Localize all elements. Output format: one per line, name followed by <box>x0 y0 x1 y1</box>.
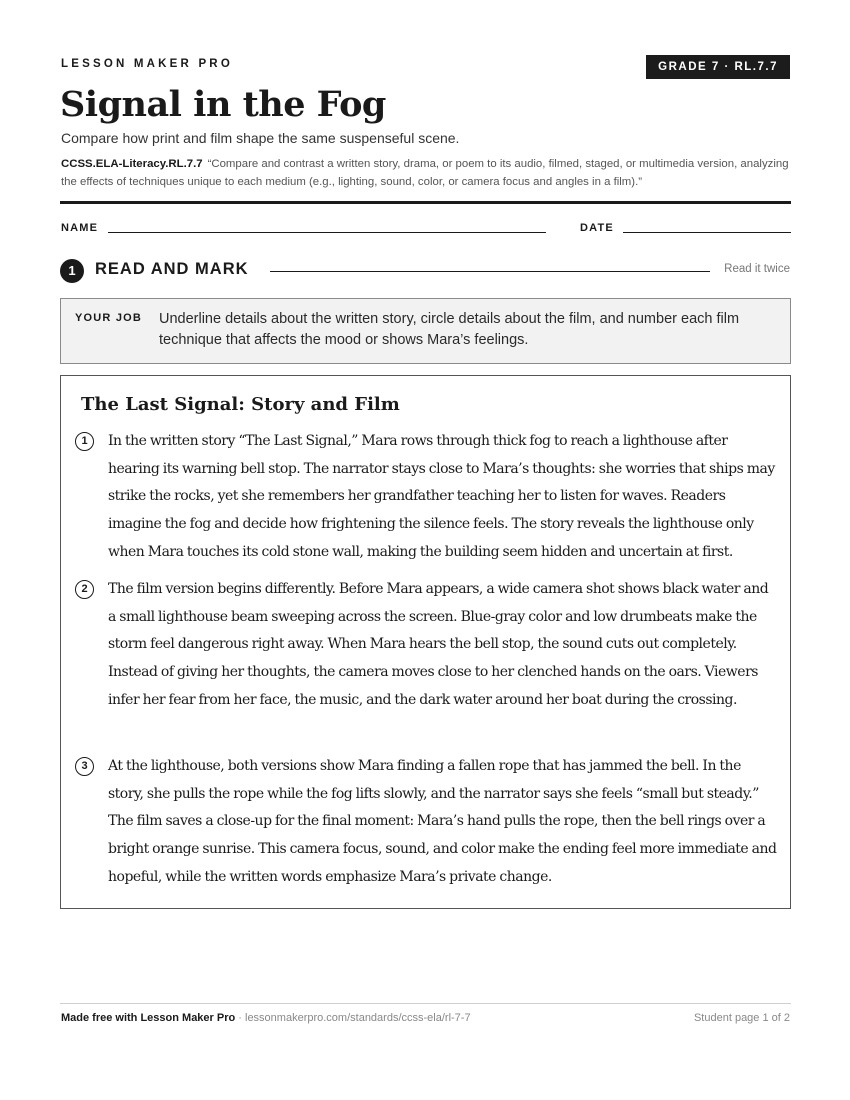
your-job-label: YOUR JOB <box>75 312 143 324</box>
section-title: READ AND MARK <box>95 260 249 278</box>
brand-name: LESSON MAKER PRO <box>61 58 233 70</box>
section-note: Read it twice <box>724 263 790 275</box>
standard-text: “Compare and contrast a written story, drama, or poem to its audio, filmed, staged, or multimedia version, analyzing the effects of techniques unique to each medium (e.g., lighting, sound, color, or camera focus and angles in a film).” <box>61 158 789 188</box>
paragraph-3[interactable]: At the lighthouse, both versions show Mara finding a fallen rope that has jammed the bell. In the story, she pulls the rope while the fog lifts slowly, and the narrator says she feels “small but steady.” The film saves a close-up for the final moment: Mara’s hand pulls the rope, then the bell rings over a bright orange sunrise. This camera focus, sound, and color make the ending feel more immediate and hopeful, while the written words emphasize Mara’s private change. <box>108 758 777 885</box>
passage-title: The Last Signal: Story and Film <box>81 394 400 415</box>
worksheet-title: Signal in the Fog <box>60 84 386 125</box>
passage-box <box>60 375 791 909</box>
footer-credit <box>61 1012 471 1024</box>
paragraph-number-1: 1 <box>75 432 94 451</box>
header-divider <box>60 201 791 204</box>
your-job-text: Underline details about the written story, circle details about the film, and number each film technique that affects the mood or shows Mara’s feelings. <box>159 311 740 348</box>
name-field[interactable] <box>108 232 546 233</box>
date-field[interactable] <box>623 232 791 233</box>
footer-divider <box>60 1003 791 1004</box>
standard-description <box>61 155 791 191</box>
footer-page-number: Student page 1 of 2 <box>693 1012 790 1024</box>
name-label: NAME <box>61 222 99 234</box>
paragraph-number-2: 2 <box>75 580 94 599</box>
paragraph-2[interactable]: The film version begins differently. Before Mara appears, a wide camera shot shows black water and a small lighthouse beam sweeping across the screen. Blue-gray color and low drumbeats make the storm feel dangerous right away. When Mara hears the bell stop, the sound cuts out completely. Instead of giving her thoughts, the camera moves close to her clenched hands on the oars. Viewers infer her fear from her face, the music, and the dark water around her boat during the crossing. <box>108 581 769 708</box>
section-number-badge: 1 <box>60 259 84 283</box>
footer-url[interactable]: · lessonmakerpro.com/standards/ccss-ela/rl-7-7 <box>235 1012 471 1024</box>
your-job-box <box>60 298 791 364</box>
paragraph-1[interactable]: In the written story “The Last Signal,” Mara rows through thick fog to reach a lighthouse after hearing its warning bell stop. The narrator stays close to Mara’s thoughts: she worries that ships may strike the rocks, yet she remembers her grandfather teaching her to listen for waves. Readers imagine the fog and decide how frightening the silence feels. The story reveals the lighthouse only when Mara touches its cold stone wall, making the building seem hidden and uncertain at first. <box>108 433 775 560</box>
section-divider <box>270 271 710 272</box>
paragraph-number-3: 3 <box>75 757 94 776</box>
standard-code: CCSS.ELA-Literacy.RL.7.7 <box>61 158 203 170</box>
worksheet-subtitle: Compare how print and film shape the same suspenseful scene. <box>61 130 460 146</box>
date-label: DATE <box>580 222 614 234</box>
footer-made-with: Made free with Lesson Maker Pro <box>61 1012 236 1024</box>
grade-badge: GRADE 7 · RL.7.7 <box>646 55 790 79</box>
